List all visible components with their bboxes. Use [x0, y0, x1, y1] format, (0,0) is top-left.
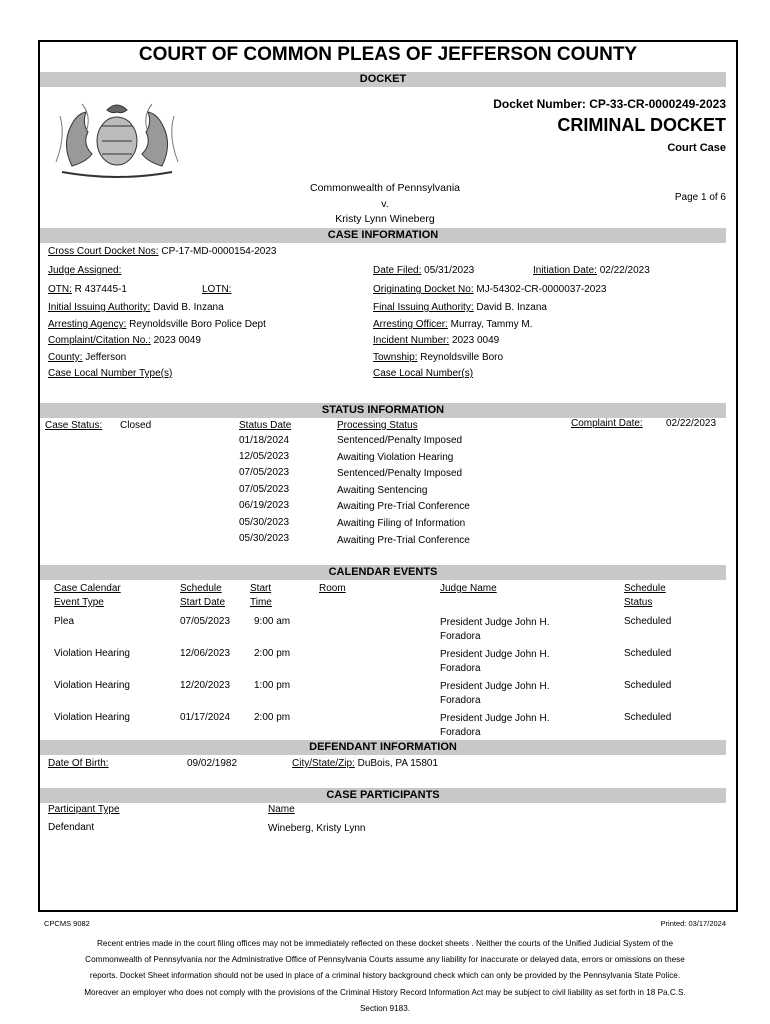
incident-number-value: 2023 0049	[451, 335, 500, 346]
calendar-event-type: Violation Hearing	[54, 648, 130, 659]
calendar-start-time: 2:00 pm	[254, 648, 291, 659]
calendar-event-type: Violation Hearing	[54, 680, 130, 691]
disclaimer: Recent entries made in the court filing offices may not be immediately reflected on these docket sheets . Neither the courts of the Unified Judicial System of the Commonwealth of Pennsylvania nor the Administrative Office of Pennsylvania Courts assume any liability for inaccurate or delayed data, errors or omissions on these reports. Docket Sheet information should not be used in place of a criminal history background check which can only be provided by the Pennsylvania State Police. Moreover an employer who does not comply with the provisions of the Criminal History Record Information Act may be subject to civil liability as set forth in 18 Pa.C.S. Section 9183.	[84, 939, 686, 1013]
city-state-zip-label: City/State/Zip:	[292, 758, 355, 769]
form-id: CPCMS 9082	[44, 919, 90, 928]
arresting-officer-row	[373, 319, 532, 330]
originating-docket-label: Originating Docket No:	[373, 284, 474, 295]
case-information-bar: CASE INFORMATION	[40, 228, 726, 243]
calendar-event-header-2: Event Type	[54, 597, 104, 608]
case-local-number-label: Case Local Number(s)	[373, 368, 474, 379]
participant-type-header: Participant Type	[48, 804, 120, 815]
cross-docket-row	[48, 246, 276, 257]
case-status-label: Case Status:	[45, 420, 103, 431]
calendar-events-bar: CALENDAR EVENTS	[40, 565, 726, 580]
status-row-date: 06/19/2023	[239, 500, 290, 511]
calendar-judge-line-1: President Judge John H.	[440, 713, 550, 724]
calendar-event-header-1: Case Calendar	[54, 583, 121, 594]
start-time-header-2: Time	[250, 597, 272, 608]
date-filed-value: 05/31/2023	[424, 265, 475, 276]
calendar-judge-line-2: Foradora	[440, 695, 481, 706]
room-header: Room	[319, 583, 346, 594]
complaint-date-label: Complaint Date:	[571, 418, 643, 429]
otn-label: OTN:	[48, 284, 72, 295]
dob-label: Date Of Birth:	[48, 758, 109, 769]
case-local-type-label: Case Local Number Type(s)	[48, 368, 173, 379]
calendar-start-date: 01/17/2024	[180, 712, 231, 723]
page-indicator: Page 1 of 6	[674, 192, 726, 203]
incident-number-row	[373, 335, 499, 346]
calendar-schedule-status: Scheduled	[624, 648, 672, 659]
calendar-schedule-status: Scheduled	[624, 712, 672, 723]
complaint-number-value: 2023 0049	[153, 335, 201, 346]
calendar-schedule-status: Scheduled	[624, 680, 672, 691]
calendar-judge-line-1: President Judge John H.	[440, 617, 550, 628]
city-state-zip-row	[292, 758, 438, 769]
complaint-date-value: 02/22/2023	[666, 418, 717, 429]
arresting-officer-label: Arresting Officer:	[373, 319, 448, 330]
township-row	[373, 352, 503, 363]
calendar-event-type: Plea	[54, 616, 75, 627]
calendar-judge-line-2: Foradora	[440, 631, 481, 642]
calendar-start-time: 2:00 pm	[254, 712, 291, 723]
docket-bar: DOCKET	[40, 72, 726, 87]
status-information-bar: STATUS INFORMATION	[40, 403, 726, 418]
lotn-label: LOTN:	[202, 284, 232, 295]
originating-docket-row	[373, 284, 606, 295]
initiation-date-label: Initiation Date:	[533, 265, 597, 276]
calendar-start-date: 12/20/2023	[180, 680, 231, 691]
court-title: COURT OF COMMON PLEAS OF JEFFERSON COUNTY	[138, 44, 638, 65]
cross-docket-value: CP-17-MD-0000154-2023	[161, 246, 277, 257]
calendar-judge-line-2: Foradora	[440, 663, 481, 674]
otn-value: R 437445-1	[74, 284, 127, 295]
status-row-status: Awaiting Sentencing	[337, 485, 428, 496]
printed-date: Printed: 03/17/2024	[660, 919, 726, 928]
final-authority-value: David B. Inzana	[476, 302, 547, 313]
start-time-header-1: Start	[250, 583, 272, 594]
status-row-status: Awaiting Pre-Trial Conference	[337, 501, 470, 512]
initial-authority-row	[48, 302, 224, 313]
otn-row	[48, 284, 127, 295]
docket-type: CRIMINAL DOCKET	[557, 115, 726, 135]
status-row-date: 01/18/2024	[239, 435, 290, 446]
incident-number-label: Incident Number:	[373, 335, 450, 346]
status-row-status: Sentenced/Penalty Imposed	[337, 435, 463, 446]
arresting-agency-value: Reynoldsville Boro Police Dept	[129, 319, 266, 330]
caption-defendant: Kristy Lynn Wineberg	[335, 213, 435, 225]
defendant-information-bar: DEFENDANT INFORMATION	[40, 740, 726, 755]
township-label: Township:	[373, 352, 418, 363]
participant-name: Wineberg, Kristy Lynn	[268, 823, 366, 834]
date-filed-row	[373, 265, 474, 276]
status-row-date: 05/30/2023	[239, 517, 290, 528]
arresting-officer-value: Murray, Tammy M.	[450, 319, 533, 330]
status-row-status: Awaiting Pre-Trial Conference	[337, 535, 470, 546]
caption-plaintiff: Commonwealth of Pennsylvania	[310, 182, 460, 194]
initial-authority-value: David B. Inzana	[153, 302, 224, 313]
case-status-value: Closed	[120, 420, 152, 431]
county-value: Jefferson	[85, 352, 127, 363]
caption-versus: v.	[381, 198, 389, 210]
city-state-zip-value: DuBois, PA 15801	[357, 758, 439, 769]
initial-authority-label: Initial Issuing Authority:	[48, 302, 151, 313]
case-kind: Court Case	[667, 142, 726, 154]
schedule-status-header-2: Status	[624, 597, 653, 608]
docket-number: Docket Number: CP-33-CR-0000249-2023	[493, 97, 726, 111]
calendar-start-date: 07/05/2023	[180, 616, 231, 627]
status-row-date: 05/30/2023	[239, 533, 290, 544]
final-authority-row	[373, 302, 547, 313]
cross-docket-label: Cross Court Docket Nos:	[48, 246, 159, 257]
calendar-schedule-status: Scheduled	[624, 616, 672, 627]
arresting-agency-label: Arresting Agency:	[48, 319, 127, 330]
initiation-date-value: 02/22/2023	[599, 265, 650, 276]
status-row-status: Awaiting Filing of Information	[337, 518, 466, 529]
date-filed-label: Date Filed:	[373, 265, 422, 276]
schedule-date-header-2: Start Date	[180, 597, 226, 608]
calendar-event-type: Violation Hearing	[54, 712, 130, 723]
schedule-date-header-1: Schedule	[180, 583, 222, 594]
calendar-start-time: 1:00 pm	[254, 680, 291, 691]
pennsylvania-seal-icon	[52, 96, 182, 178]
final-authority-label: Final Issuing Authority:	[373, 302, 474, 313]
status-row-date: 07/05/2023	[239, 467, 290, 478]
status-row-status: Sentenced/Penalty Imposed	[337, 468, 463, 479]
originating-docket-value: MJ-54302-CR-0000037-2023	[476, 284, 607, 295]
status-row-status: Awaiting Violation Hearing	[337, 452, 454, 463]
processing-status-header: Processing Status	[337, 420, 418, 431]
initiation-date-row	[533, 265, 650, 276]
dob-value: 09/02/1982	[187, 758, 238, 769]
complaint-number-row	[48, 335, 201, 346]
case-participants-bar: CASE PARTICIPANTS	[40, 788, 726, 803]
township-value: Reynoldsville Boro	[420, 352, 504, 363]
participant-type: Defendant	[48, 822, 95, 833]
participant-name-header: Name	[268, 804, 295, 815]
arresting-agency-row	[48, 319, 266, 330]
county-label: County:	[48, 352, 83, 363]
status-row-date: 07/05/2023	[239, 484, 290, 495]
calendar-judge-line-1: President Judge John H.	[440, 681, 550, 692]
schedule-status-header-1: Schedule	[624, 583, 666, 594]
calendar-start-time: 9:00 am	[254, 616, 291, 627]
calendar-judge-line-1: President Judge John H.	[440, 649, 550, 660]
complaint-number-label: Complaint/Citation No.:	[48, 335, 151, 346]
status-row-date: 12/05/2023	[239, 451, 290, 462]
county-row	[48, 352, 126, 363]
status-date-header: Status Date	[239, 420, 292, 431]
judge-name-header: Judge Name	[440, 583, 497, 594]
calendar-start-date: 12/06/2023	[180, 648, 231, 659]
judge-assigned-label: Judge Assigned:	[48, 265, 122, 276]
calendar-judge-line-2: Foradora	[440, 727, 481, 738]
